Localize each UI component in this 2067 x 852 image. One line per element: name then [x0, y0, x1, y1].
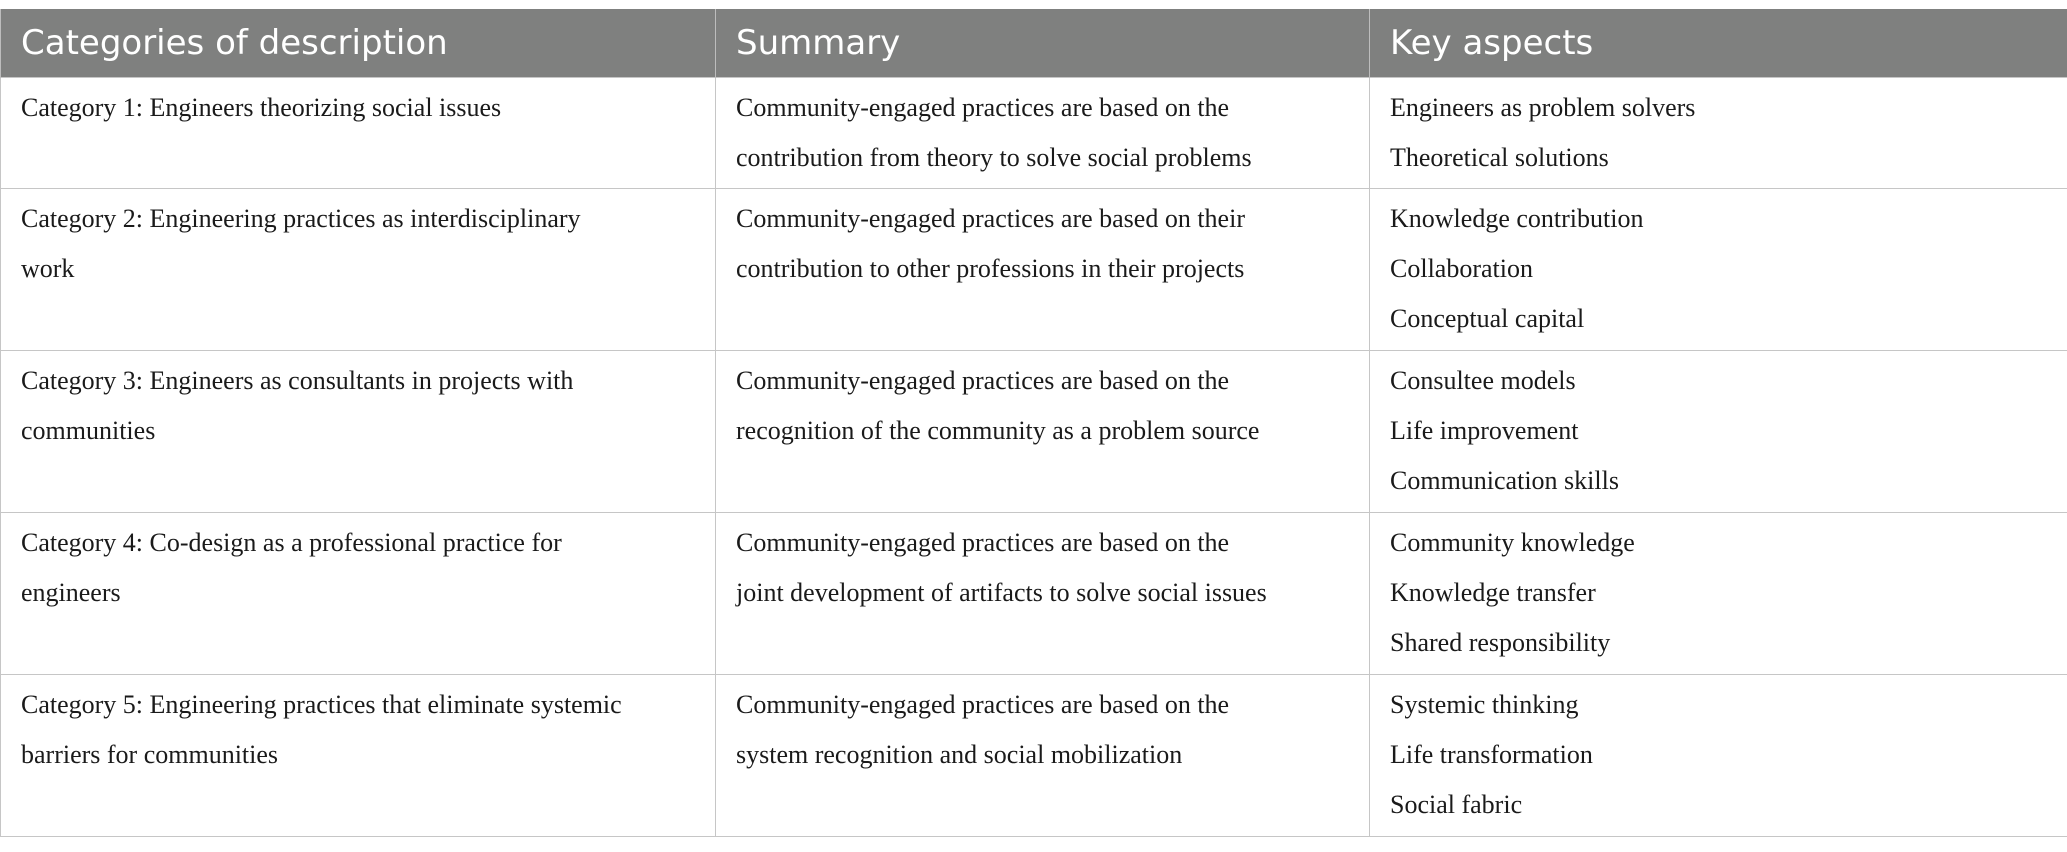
- category-text: communities: [21, 416, 156, 445]
- category-text: barriers for communities: [21, 740, 279, 769]
- header-categories: Categories of description: [1, 9, 716, 78]
- table-row: [1, 513, 2067, 675]
- summary-cell: [716, 351, 1370, 513]
- key-aspect: Consultee models: [1390, 366, 1576, 395]
- key-aspects-cell: [1370, 513, 2067, 675]
- header-key-aspects: Key aspects: [1370, 9, 2067, 78]
- summary-text: Community-engaged practices are based on their: [736, 204, 1245, 233]
- table-row: [1, 675, 2067, 837]
- key-aspect: Community knowledge: [1390, 528, 1635, 557]
- category-cell: [1, 189, 716, 351]
- categories-table: [0, 9, 2067, 837]
- table-row: [1, 78, 2067, 189]
- category-text: work: [21, 254, 75, 283]
- key-aspects-cell: [1370, 78, 2067, 189]
- summary-text: system recognition and social mobilization: [736, 740, 1183, 769]
- category-text: Category 3: Engineers as consultants in projects with: [21, 366, 574, 395]
- key-aspect: Social fabric: [1390, 790, 1523, 819]
- key-aspect: Collaboration: [1390, 254, 1533, 283]
- summary-text: Community-engaged practices are based on the: [736, 690, 1230, 719]
- category-cell: [1, 513, 716, 675]
- header-summary: Summary: [716, 9, 1370, 78]
- category-text: Category 1: Engineers theorizing social issues: [21, 93, 502, 122]
- table-row: [1, 189, 2067, 351]
- key-aspect: Systemic thinking: [1390, 690, 1579, 719]
- key-aspect: Life transformation: [1390, 740, 1593, 769]
- key-aspect: Conceptual capital: [1390, 304, 1585, 333]
- key-aspects-cell: [1370, 675, 2067, 837]
- categories-table-container: [0, 9, 2067, 837]
- summary-text: Community-engaged practices are based on the: [736, 528, 1230, 557]
- category-cell: [1, 351, 716, 513]
- category-cell: [1, 78, 716, 189]
- summary-cell: [716, 189, 1370, 351]
- table-header: [1, 9, 2067, 78]
- summary-text: recognition of the community as a problem source: [736, 416, 1260, 445]
- table-row: [1, 351, 2067, 513]
- summary-text: contribution from theory to solve social problems: [736, 143, 1252, 172]
- table-body: [1, 78, 2067, 837]
- category-text: engineers: [21, 578, 121, 607]
- summary-text: contribution to other professions in their projects: [736, 254, 1245, 283]
- key-aspects-cell: [1370, 351, 2067, 513]
- summary-text: joint development of artifacts to solve social issues: [736, 578, 1267, 607]
- summary-text: Community-engaged practices are based on the: [736, 366, 1230, 395]
- key-aspect: Knowledge transfer: [1390, 578, 1596, 607]
- summary-cell: [716, 78, 1370, 189]
- key-aspects-cell: [1370, 189, 2067, 351]
- key-aspect: Engineers as problem solvers: [1390, 93, 1696, 122]
- key-aspect: Communication skills: [1390, 466, 1619, 495]
- summary-cell: [716, 675, 1370, 837]
- summary-text: Community-engaged practices are based on the: [736, 93, 1230, 122]
- category-text: Category 4: Co-design as a professional practice for: [21, 528, 562, 557]
- key-aspect: Theoretical solutions: [1390, 143, 1609, 172]
- category-text: Category 5: Engineering practices that eliminate systemic: [21, 690, 622, 719]
- key-aspect: Life improvement: [1390, 416, 1579, 445]
- summary-cell: [716, 513, 1370, 675]
- header-row: [1, 9, 2067, 78]
- key-aspect: Shared responsibility: [1390, 628, 1611, 657]
- category-text: Category 2: Engineering practices as interdisciplinary: [21, 204, 581, 233]
- key-aspect: Knowledge contribution: [1390, 204, 1644, 233]
- category-cell: [1, 675, 716, 837]
